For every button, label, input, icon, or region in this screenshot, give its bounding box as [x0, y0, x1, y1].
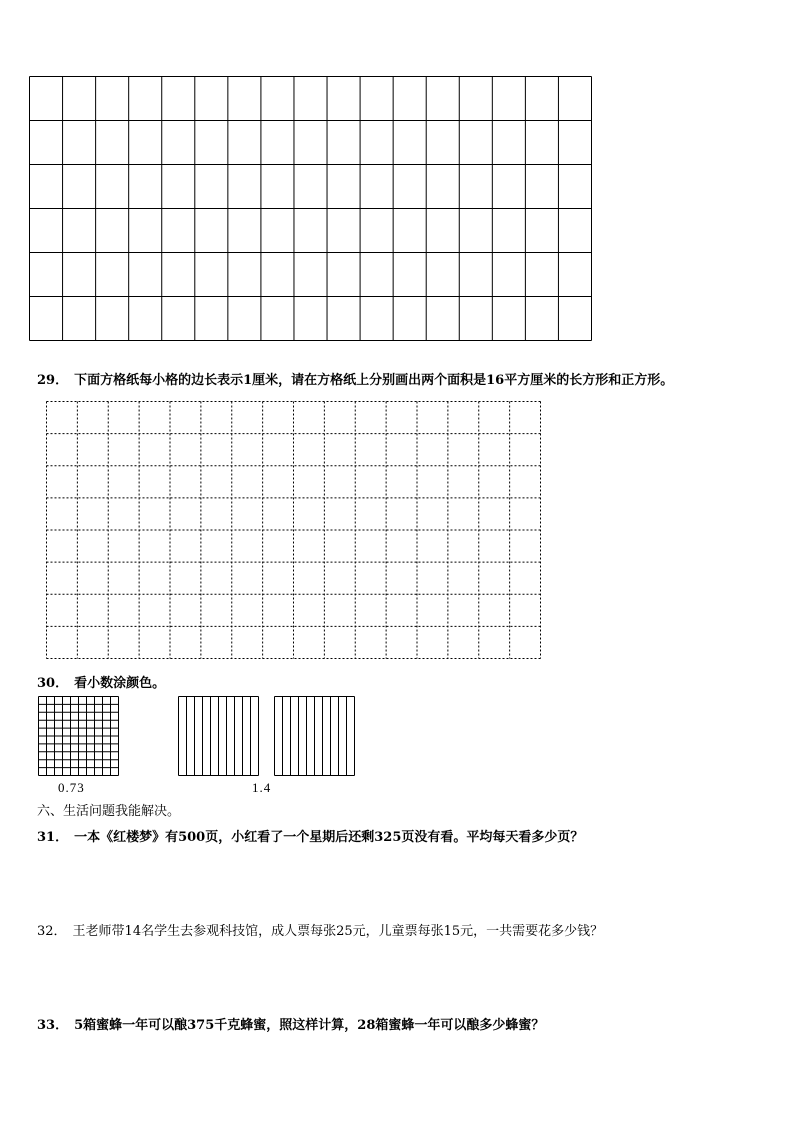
top-grid-svg — [29, 76, 592, 341]
section-6-title: 六、生活问题我能解决。 — [37, 804, 181, 819]
q30-figure-hundred-grid — [38, 696, 119, 776]
tenths-strip-svg — [178, 696, 259, 776]
q30-figure-strip-1 — [178, 696, 259, 776]
tenths-strip-svg — [274, 696, 355, 776]
q29-dashed-grid — [46, 401, 541, 659]
question-number: 29． — [37, 373, 69, 388]
question-29 — [37, 369, 673, 388]
top-grid — [29, 76, 592, 341]
question-number: 32． — [37, 924, 67, 939]
q30-figure-strip-2 — [274, 696, 355, 776]
question-number: 30． — [37, 676, 69, 691]
q30-label-hundred-grid: 0.73 — [58, 780, 85, 795]
question-text: 看小数涂颜色。 — [74, 676, 166, 691]
question-text: 一本《红楼梦》有500页，小红看了一个星期后还剩325页没有看。平均每天看多少页？ — [74, 830, 584, 845]
q29-dashed-grid-svg — [46, 401, 541, 659]
question-text: 王老师带14名学生去参观科技馆，成人票每张25元，儿童票每张15元，一共需要花多少钱？ — [72, 924, 604, 939]
question-text: 5箱蜜蜂一年可以酿375千克蜂蜜，照这样计算，28箱蜜蜂一年可以酿多少蜂蜜？ — [74, 1018, 545, 1033]
question-text: 下面方格纸每小格的边长表示1厘米，请在方格纸上分别画出两个面积是16平方厘米的长方形和正方形。 — [74, 373, 674, 388]
question-number: 31． — [37, 830, 69, 845]
question-number: 33． — [37, 1018, 69, 1033]
hundred-grid-svg — [38, 696, 119, 776]
question-32 — [37, 920, 603, 939]
question-31 — [37, 826, 583, 845]
question-33 — [37, 1014, 544, 1033]
question-30 — [37, 672, 165, 691]
q30-label-shared: 1.4 — [252, 780, 272, 795]
